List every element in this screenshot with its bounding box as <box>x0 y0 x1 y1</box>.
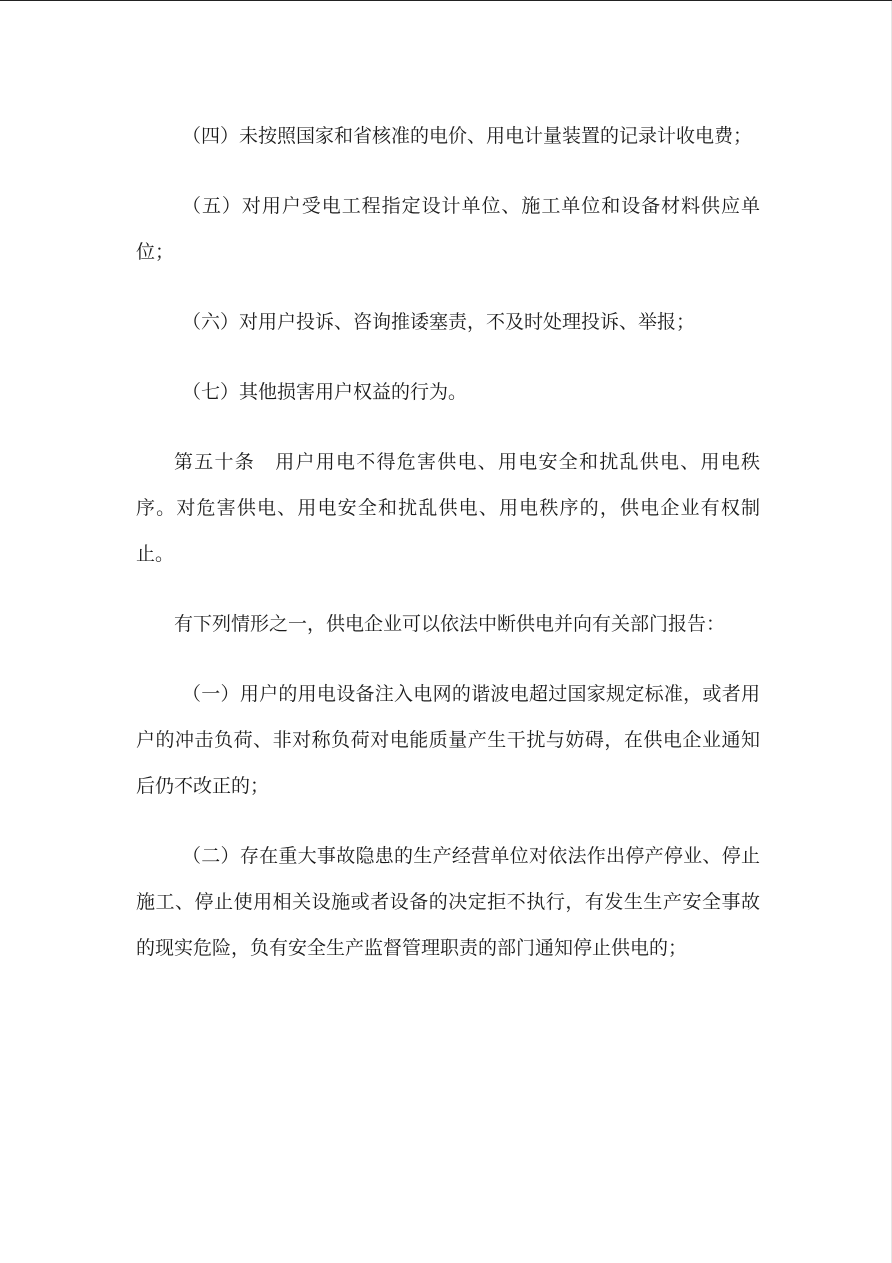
clause-item-7: （七）其他损害用户权益的行为。 <box>182 381 468 403</box>
article-50: 第五十条 用户用电不得危害供电、用电安全和扰乱供电、用电秩序。对危害供电、用电安全和扰乱供电、用电秩序的，供电企业有权制止。 <box>136 451 760 565</box>
document-body <box>136 113 760 995</box>
interruption-intro: 有下列情形之一，供电企业可以依法中断供电并向有关部门报告： <box>174 613 726 635</box>
interruption-item-2: （二）存在重大事故隐患的生产经营单位对依法作出停产停业、停止施工、停止使用相关设施或者设备的决定拒不执行，有发生生产安全事故的现实危险，负有安全生产监督管理职责的部门通知停止供电的； <box>136 845 760 959</box>
clause-item-4: （四）未按照国家和省核准的电价、用电计量装置的记录计收电费； <box>182 125 753 147</box>
clause-item-5: （五）对用户受电工程指定设计单位、施工单位和设备材料供应单位； <box>136 195 760 263</box>
clause-item-6: （六）对用户投诉、咨询推诿塞责，不及时处理投诉、举报； <box>182 311 696 333</box>
interruption-item-1: （一）用户的用电设备注入电网的谐波电超过国家规定标准，或者用户的冲击负荷、非对称负荷对电能质量产生干扰与妨碍，在供电企业通知后仍不改正的； <box>136 683 760 797</box>
